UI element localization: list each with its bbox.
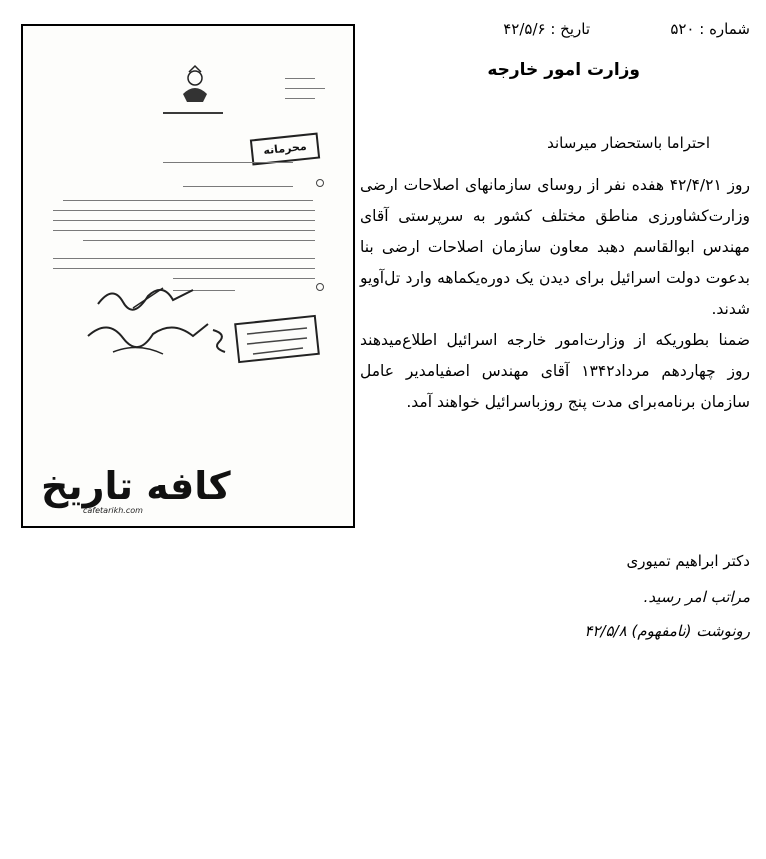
scan-hole-mark: [315, 178, 325, 188]
paragraph: روز ۴۲/۴/۲۱ هفده نفر از روسای سازمانهای اصلاحات ارضی وزارت‌کشاورزی مناطق مختلف کشور به سرپرستی آقای مهندس ابوالقاسم دهبد معاون سازمان اصلاحات ارضی بنا بدعوت دولت اسرائیل برای دیدن یک دوره‌یکماهه وارد تل‌آویو شدند.: [360, 176, 750, 318]
scanned-document-image: [21, 24, 355, 528]
emblem-icon: [173, 64, 217, 108]
ministry-title: وزارت امور خارجه: [487, 60, 640, 80]
copy-note: رونوشت (نامفهوم) ۴۲/۵/۸: [584, 622, 750, 640]
paragraph: ضمنا بطوریکه از وزارت‌امور خارجه اسرائیل اطلاع‌میدهند روز چهاردهم مرداد۱۳۴۲ آقای مهندس اصفیامدیر عامل سازمان برنامه‌برای مدت پنج روزباسرائیل خواهند آمد.: [360, 331, 750, 411]
reception-stamp: [233, 314, 323, 364]
letter-date: تاریخ : ۴۲/۵/۶: [503, 20, 590, 38]
letter-number: شماره : ۵۲۰: [670, 20, 750, 38]
watermark-text: کافه تاریخ: [41, 464, 231, 508]
greeting: احتراما باستحضار میرساند: [547, 134, 710, 152]
handwritten-signature: [93, 276, 203, 316]
watermark-url: cafetarikh.com: [83, 506, 143, 515]
handwritten-mark: [209, 326, 231, 356]
letter-body: [360, 170, 750, 418]
watermark-logo: [41, 466, 231, 515]
signer-name: دکتر ابراهیم تمیوری: [626, 552, 750, 570]
handwritten-note: [83, 316, 213, 360]
handwritten-note-transcription: مراتب امر رسید.: [643, 588, 750, 606]
confidential-stamp: محرمانه: [250, 133, 320, 166]
scan-hole-mark: [315, 282, 325, 292]
letter-header: [360, 20, 750, 42]
